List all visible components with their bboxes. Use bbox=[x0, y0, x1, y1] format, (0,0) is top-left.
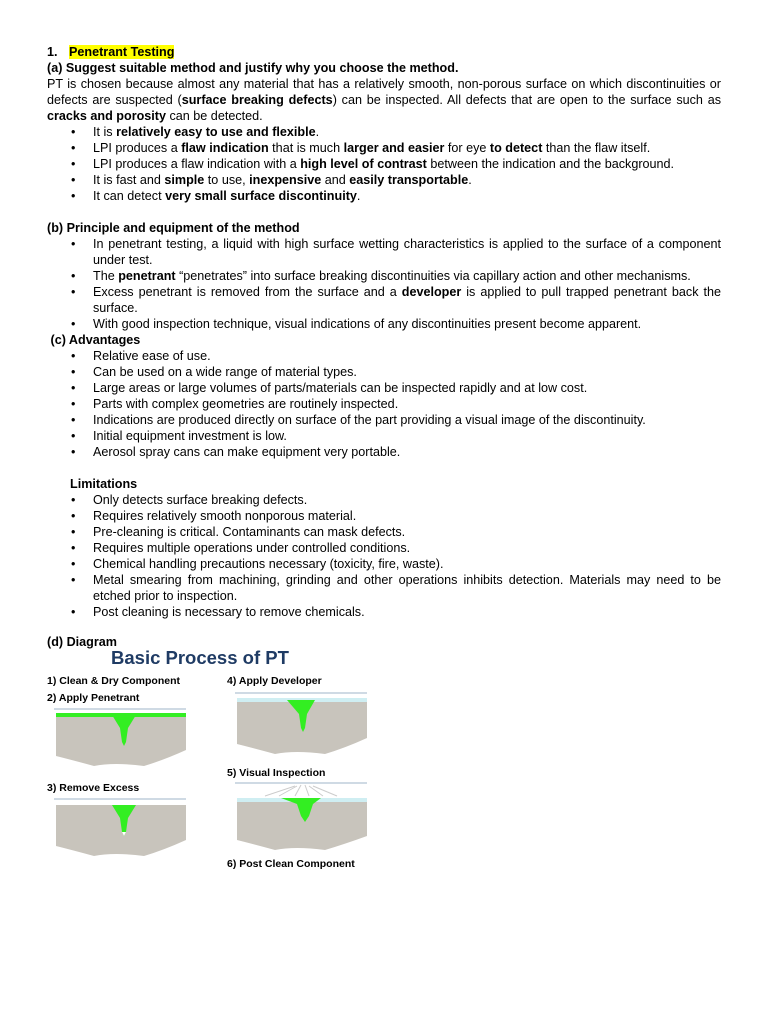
step-label: 3) Remove Excess bbox=[47, 782, 140, 794]
list-item: • In penetrant testing, a liquid with high surface wetting characteristics is applied to the surface of a component under test. bbox=[93, 236, 721, 268]
section-title: Penetrant Testing bbox=[69, 45, 175, 59]
part-b-list bbox=[47, 236, 721, 332]
list-item: • Large areas or large volumes of parts/materials can be inspected rapidly and at low cost. bbox=[93, 380, 721, 396]
part-b-heading: (b) Principle and equipment of the method bbox=[47, 221, 300, 235]
list-item: • It is relatively easy to use and flexible. bbox=[93, 124, 721, 140]
list-item: • With good inspection technique, visual indications of any discontinuities present become apparent. bbox=[93, 316, 721, 332]
list-item: • Indications are produced directly on surface of the part providing a visual image of the discontinuity. bbox=[93, 412, 721, 428]
list-item: • Can be used on a wide range of material types. bbox=[93, 364, 721, 380]
step-label: 4) Apply Developer bbox=[227, 675, 322, 687]
list-item: • Post cleaning is necessary to remove chemicals. bbox=[93, 604, 721, 620]
list-item: • Only detects surface breaking defects. bbox=[93, 492, 721, 508]
list-item: • Initial equipment investment is low. bbox=[93, 428, 721, 444]
list-item: • Requires multiple operations under controlled conditions. bbox=[93, 540, 721, 556]
limitations-list bbox=[47, 492, 721, 620]
list-item: • LPI produces a flaw indication with a high level of contrast between the indication and the background. bbox=[93, 156, 721, 172]
step-label: 2) Apply Penetrant bbox=[47, 692, 140, 704]
list-item: • It is fast and simple to use, inexpensive and easily transportable. bbox=[93, 172, 721, 188]
list-item: • Excess penetrant is removed from the surface and a developer is applied to pull trapped penetrant back the surface. bbox=[93, 284, 721, 316]
list-item: • Chemical handling precautions necessary (toxicity, fire, waste). bbox=[93, 556, 721, 572]
list-item: • Pre-cleaning is critical. Contaminants can mask defects. bbox=[93, 524, 721, 540]
list-item: • LPI produces a flaw indication that is much larger and easier for eye to detect than the flaw itself. bbox=[93, 140, 721, 156]
part-a-list bbox=[47, 124, 721, 204]
part-c-heading: (c) Advantages bbox=[47, 333, 141, 347]
document-content bbox=[47, 44, 721, 880]
step-label: 1) Clean & Dry Component bbox=[47, 675, 181, 687]
section-heading bbox=[47, 44, 721, 60]
part-d-heading: (d) Diagram bbox=[47, 635, 117, 649]
visual-inspection-panel bbox=[235, 782, 367, 852]
light-rays bbox=[265, 785, 337, 796]
diagram-title: Basic Process of PT bbox=[111, 647, 289, 668]
apply-penetrant-panel bbox=[54, 708, 186, 768]
apply-developer-panel bbox=[235, 692, 367, 758]
list-item: • Requires relatively smooth nonporous material. bbox=[93, 508, 721, 524]
step-label: 5) Visual Inspection bbox=[227, 767, 326, 779]
limitations-heading: Limitations bbox=[70, 477, 138, 491]
list-item: • It can detect very small surface discontinuity. bbox=[93, 188, 721, 204]
step-label: 6) Post Clean Component bbox=[227, 858, 355, 870]
list-item: • Metal smearing from machining, grinding and other operations inhibits detection. Materials may need to be etched prior to inspection. bbox=[93, 572, 721, 604]
list-item: • The penetrant “penetrates” into surface breaking discontinuities via capillary action and other mechanisms. bbox=[93, 268, 721, 284]
list-item: • Parts with complex geometries are routinely inspected. bbox=[93, 396, 721, 412]
list-item: • Relative ease of use. bbox=[93, 348, 721, 364]
pt-process-diagram bbox=[47, 647, 377, 880]
part-a-heading: (a) Suggest suitable method and justify why you choose the method. bbox=[47, 61, 459, 75]
list-item: • Aerosol spray cans can make equipment very portable. bbox=[93, 444, 721, 460]
remove-excess-panel bbox=[54, 798, 186, 858]
advantages-list bbox=[47, 348, 721, 460]
section-number: 1. bbox=[47, 45, 58, 59]
part-a-intro: PT is chosen because almost any material that has a relatively smooth, non-porous surface on which discontinuities or defects are suspected (surface breaking defects) can be inspected. All defects that are open to the surface such as cracks and porosity can be detected. bbox=[47, 77, 722, 123]
